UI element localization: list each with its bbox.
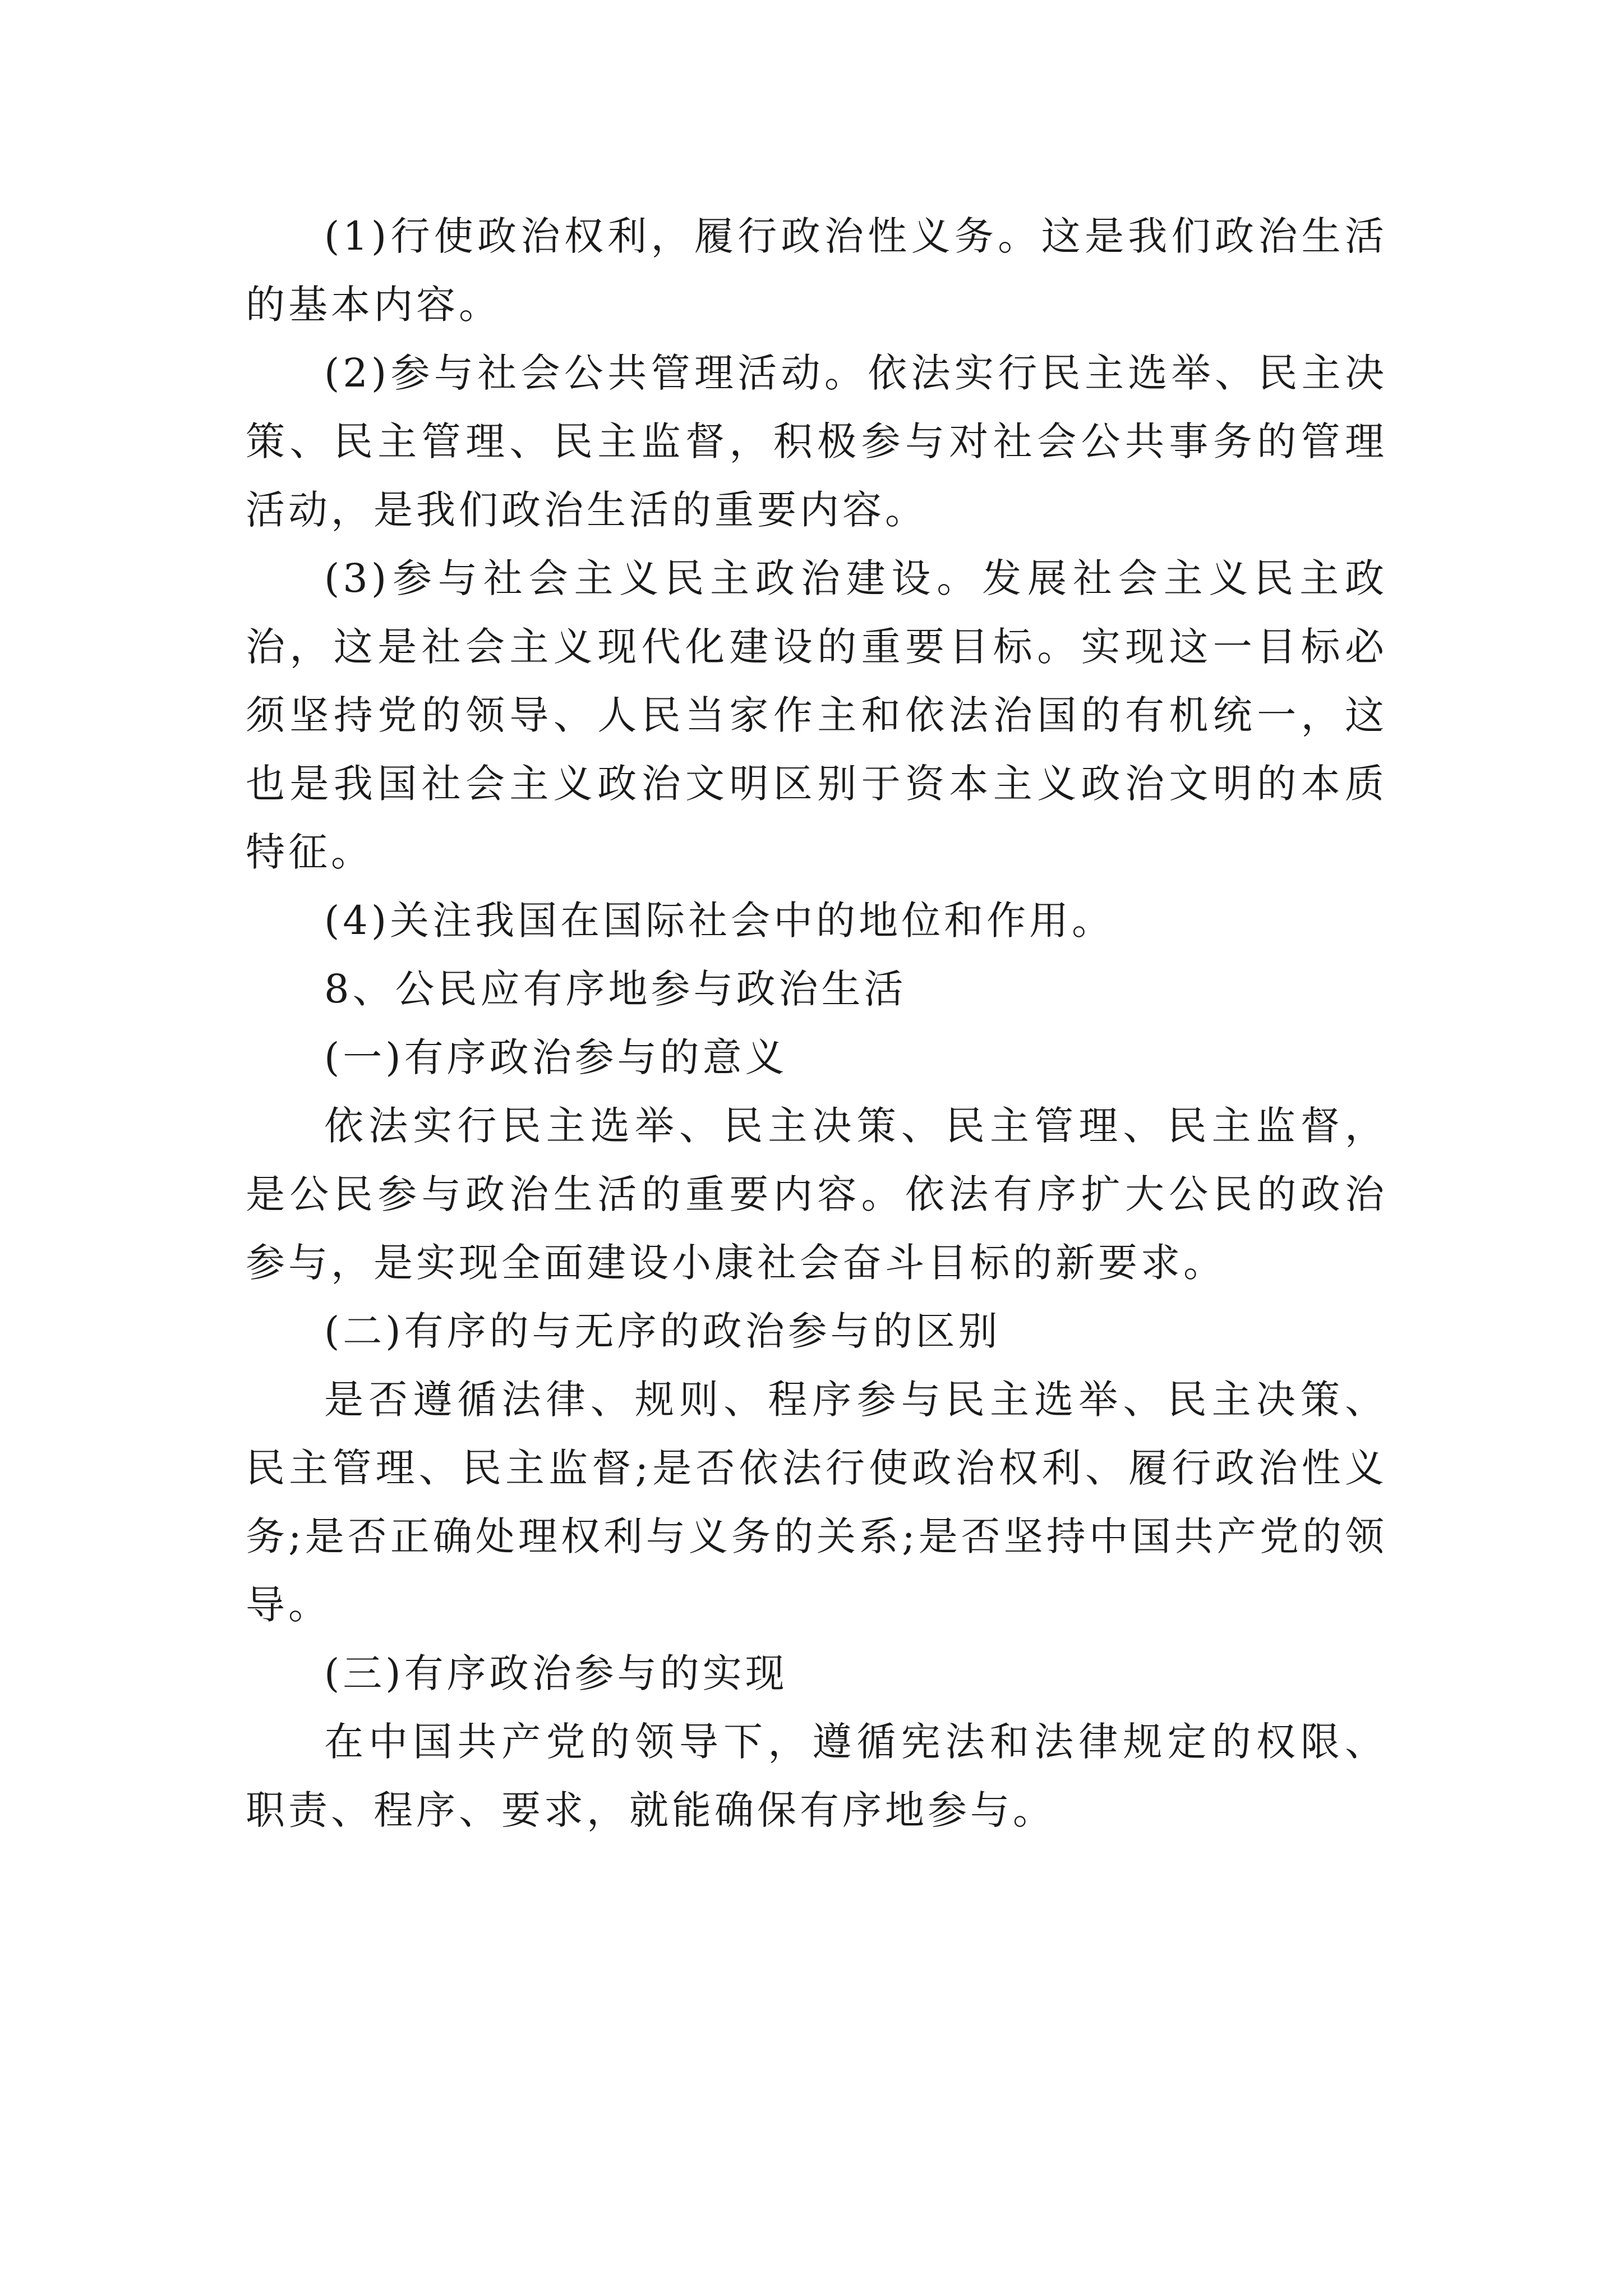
paragraph-2: (2)参与社会公共管理活动。依法实行民主选举、民主决策、民主管理、民主监督，积极参与对社会公共事务的管理活动，是我们政治生活的重要内容。 <box>246 350 1387 533</box>
paragraph-1: (1)行使政治权利，履行政治性义务。这是我们政治生活的基本内容。 <box>246 213 1387 328</box>
paragraph-6: 是否遵循法律、规则、程序参与民主选举、民主决策、民主管理、民主监督;是否依法行使政治权利、履行政治性义务;是否正确处理权利与义务的关系;是否坚持中国共产党的领导。 <box>246 1377 1387 1628</box>
paragraph-3: (3)参与社会主义民主政治建设。发展社会主义民主政治，这是社会主义现代化建设的重要目标。实现这一目标必须坚持党的领导、人民当家作主和依法治国的有机统一，这也是我国社会主义政治文明区别于资本主义政治文明的本质特征。 <box>246 555 1387 875</box>
subheading-2: (二)有序的与无序的政治参与的区别 <box>324 1308 1001 1354</box>
paragraph-7: 在中国共产党的领导下，遵循宪法和法律规定的权限、职责、程序、要求，就能确保有序地参与。 <box>246 1719 1387 1833</box>
subheading-3: (三)有序政治参与的实现 <box>324 1650 788 1696</box>
paragraph-5: 依法实行民主选举、民主决策、民主管理、民主监督，是公民参与政治生活的重要内容。依法有序扩大公民的政治参与，是实现全面建设小康社会奋斗目标的新要求。 <box>246 1103 1387 1286</box>
section-heading-8: 8、公民应有序地参与政治生活 <box>324 966 907 1012</box>
subheading-1: (一)有序政治参与的意义 <box>324 1034 788 1080</box>
paragraph-4: (4)关注我国在国际社会中的地位和作用。 <box>324 898 1115 944</box>
document-body <box>246 202 1387 1844</box>
